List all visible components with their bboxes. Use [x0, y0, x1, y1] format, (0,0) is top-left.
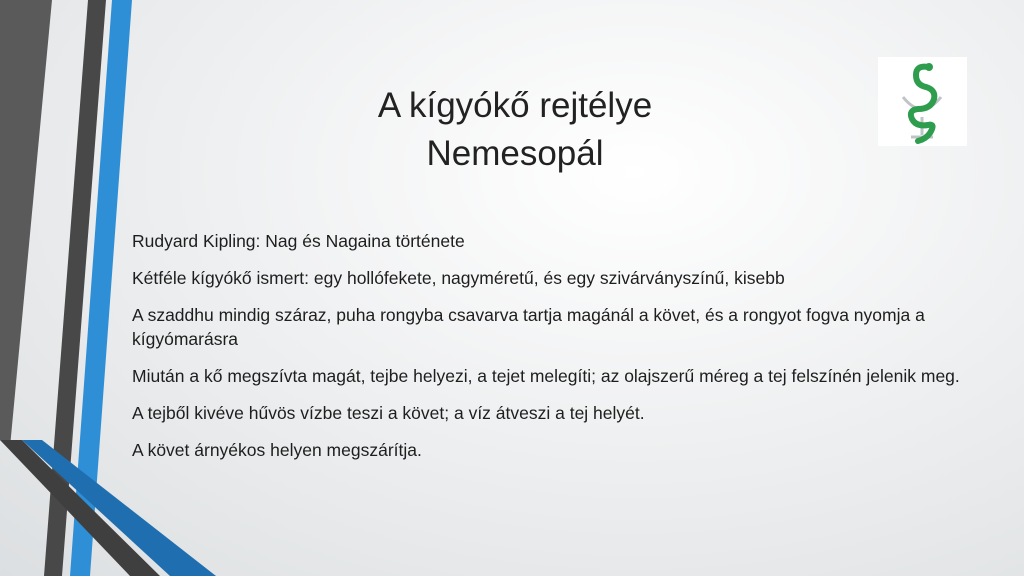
bullet-item: Miután a kő megszívta magát, tejbe helyezi, a tejet melegíti; az olajszerű méreg a tej felszínén jelenik meg.: [132, 366, 960, 386]
pharmacy-logo: [878, 57, 967, 146]
title-line-1: A kígyókő rejtélye: [377, 86, 653, 125]
bullet-item: Rudyard Kipling: Nag és Nagaina története: [132, 231, 465, 251]
bullet-item: A követ árnyékos helyen megszárítja.: [132, 440, 422, 460]
bullet-item: A tejből kivéve hűvös vízbe teszi a követ; a víz átveszi a tej helyét.: [132, 403, 645, 423]
stripe-dark-left: [0, 0, 52, 447]
slide-title: [270, 82, 760, 178]
bullet-list: [132, 229, 977, 475]
bullet-item: A szaddhu mindig száraz, puha rongyba csavarva tartja magánál a követ, és a rongyot fogva nyomja a kígyómarásra: [132, 305, 925, 349]
pharmacy-serpent-cup-icon: [878, 57, 967, 146]
title-line-2: Nemesopál: [426, 134, 604, 173]
bullet-item: Kétféle kígyókő ismert: egy hollófekete, nagyméretű, és egy szivárványszínű, kisebb: [132, 268, 785, 288]
